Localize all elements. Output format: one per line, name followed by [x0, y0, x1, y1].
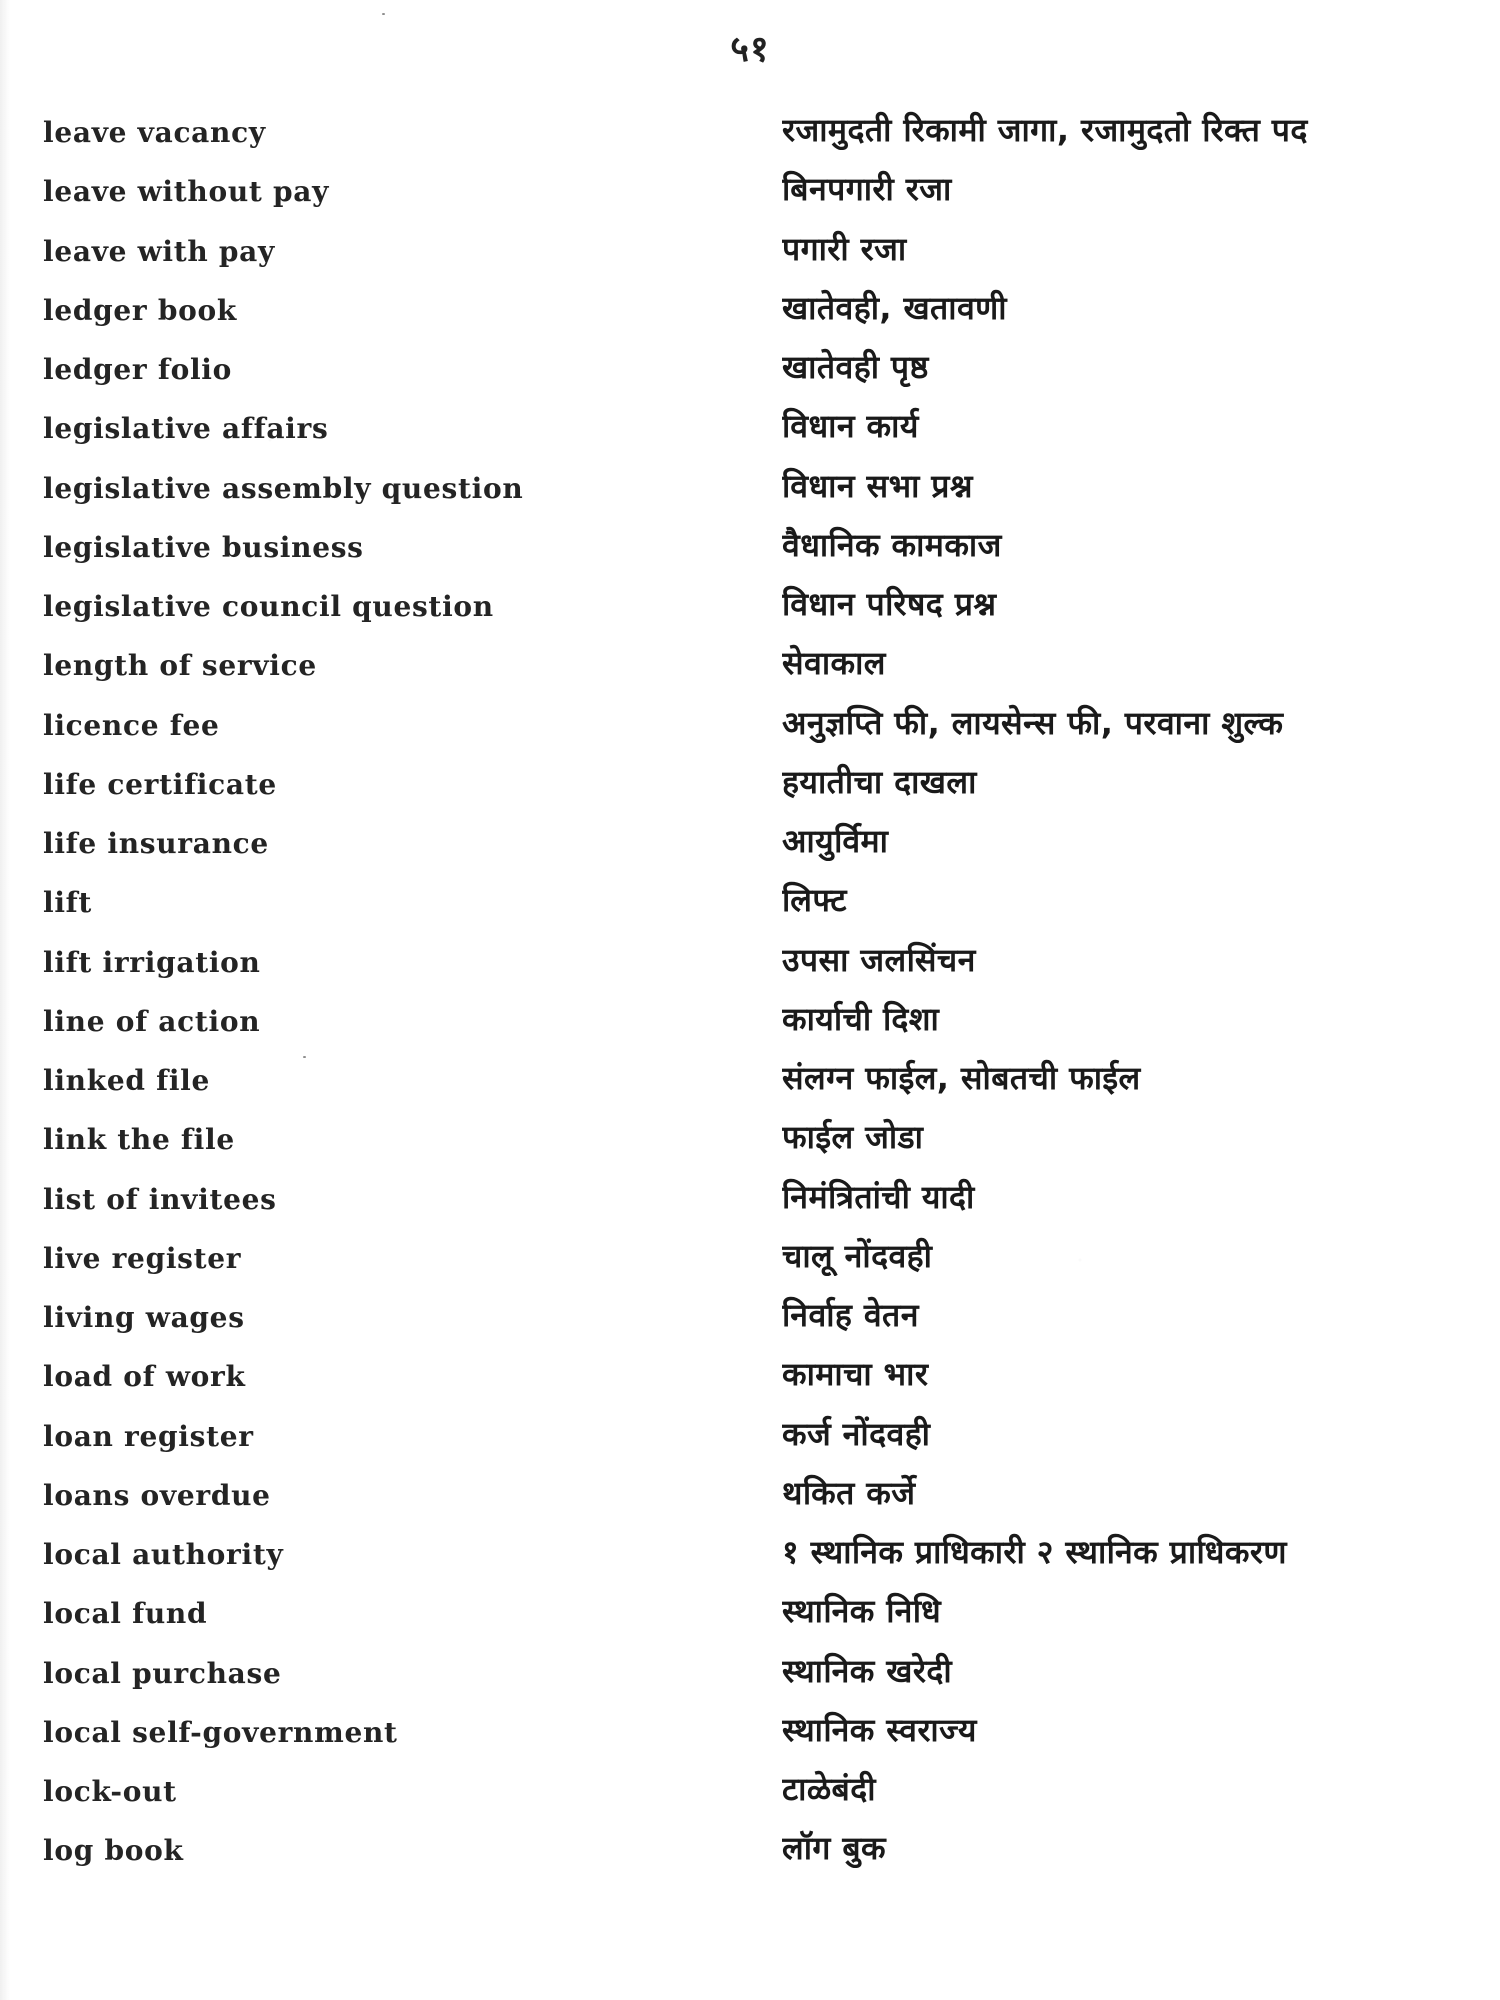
- glossary-entry: [0, 940, 1500, 999]
- english-term: lift: [43, 886, 93, 920]
- glossary-entry: [0, 1354, 1500, 1413]
- glossary-entry: [0, 1236, 1500, 1295]
- glossary-entry: [0, 347, 1500, 406]
- glossary-entry: [0, 999, 1500, 1058]
- english-term: legislative affairs: [43, 412, 329, 446]
- english-term: linked file: [43, 1064, 211, 1097]
- glossary-entry: [0, 643, 1500, 702]
- marathi-meaning: लॉग बुक: [782, 1829, 886, 1868]
- glossary-entry: [0, 1532, 1500, 1591]
- english-term: life insurance: [43, 827, 269, 860]
- marathi-meaning: हयातीचा दाखला: [782, 762, 977, 801]
- glossary-entry: [0, 1828, 1500, 1887]
- english-term: ledger book: [43, 293, 237, 327]
- marathi-meaning: बिनपगारी रजा: [782, 170, 952, 209]
- marathi-meaning: सेवाकाल: [782, 644, 886, 683]
- english-term: legislative council question: [43, 590, 494, 623]
- marathi-meaning: थकित कर्जे: [782, 1473, 916, 1512]
- marathi-meaning: लिफ्ट: [782, 881, 847, 920]
- marathi-meaning: संलग्न फाईल, सोबतची फाईल: [782, 1059, 1141, 1097]
- glossary-entry: [0, 288, 1500, 347]
- marathi-meaning: विधान सभा प्रश्न: [782, 466, 973, 505]
- marathi-meaning: कार्याची दिशा: [782, 999, 940, 1038]
- glossary-entry: [0, 406, 1500, 465]
- glossary-entry: [0, 1058, 1500, 1117]
- marathi-meaning: रजामुदती रिकामी जागा, रजामुदतो रिक्त पद: [782, 111, 1308, 149]
- english-term: link the file: [43, 1123, 235, 1157]
- marathi-meaning: चालू नोंदवही: [782, 1236, 933, 1275]
- glossary-entry: [0, 1473, 1500, 1532]
- glossary-entry: [0, 1591, 1500, 1650]
- marathi-meaning: वैधानिक कामकाज: [782, 525, 1002, 564]
- marathi-meaning: कर्ज नोंदवही: [782, 1414, 931, 1453]
- english-term: local authority: [43, 1538, 284, 1571]
- glossary-entry: [0, 1710, 1500, 1769]
- english-term: loan register: [43, 1419, 254, 1453]
- glossary-entry: [0, 1177, 1500, 1236]
- marathi-meaning: विधान परिषद प्रश्न: [782, 585, 997, 623]
- english-term: line of action: [43, 1004, 261, 1038]
- glossary-entry: [0, 1651, 1500, 1710]
- english-term: living wages: [43, 1301, 245, 1334]
- glossary-entries: [0, 110, 1500, 1910]
- marathi-meaning: टाळेबंदी: [782, 1770, 876, 1808]
- english-term: lift irrigation: [43, 945, 261, 979]
- marathi-meaning: पगारी रजा: [782, 229, 907, 268]
- glossary-entry: [0, 1295, 1500, 1354]
- marathi-meaning: स्थानिक स्वराज्य: [782, 1710, 977, 1749]
- english-term: log book: [43, 1834, 184, 1868]
- english-term: licence fee: [43, 708, 220, 742]
- english-term: loans overdue: [43, 1478, 271, 1512]
- scan-speck: [303, 1056, 306, 1058]
- marathi-meaning: खातेवही, खतावणी: [782, 288, 1007, 327]
- english-term: length of service: [43, 649, 317, 683]
- marathi-meaning: विधान कार्य: [782, 407, 919, 446]
- glossary-entry: [0, 880, 1500, 939]
- glossary-entry: [0, 525, 1500, 584]
- english-term: live register: [43, 1241, 242, 1275]
- marathi-meaning: उपसा जलसिंचन: [782, 940, 976, 979]
- english-term: legislative assembly question: [43, 471, 524, 505]
- marathi-meaning: फाईल जोडा: [782, 1118, 924, 1157]
- glossary-entry: [0, 466, 1500, 525]
- english-term: local purchase: [43, 1656, 282, 1690]
- english-term: load of work: [43, 1360, 246, 1394]
- english-term: leave vacancy: [43, 116, 266, 149]
- glossary-entry: [0, 1769, 1500, 1828]
- glossary-entry: [0, 229, 1500, 288]
- marathi-meaning: स्थानिक निधि: [782, 1592, 942, 1631]
- marathi-meaning: अनुज्ञप्ति फी, लायसेन्स फी, परवाना शुल्क: [782, 703, 1284, 742]
- marathi-meaning: निर्वाह वेतन: [782, 1296, 919, 1334]
- english-term: life certificate: [43, 767, 277, 801]
- glossary-entry: [0, 1117, 1500, 1176]
- marathi-meaning: निमंत्रितांची यादी: [782, 1177, 975, 1216]
- marathi-meaning: १ स्थानिक प्राधिकारी २ स्थानिक प्राधिकरण: [782, 1533, 1287, 1571]
- glossary-entry: [0, 584, 1500, 643]
- glossary-entry: [0, 762, 1500, 821]
- marathi-meaning: स्थानिक खरेदी: [782, 1651, 953, 1690]
- english-term: lock-out: [43, 1775, 177, 1808]
- page-number: ५१: [730, 29, 770, 70]
- marathi-meaning: खातेवही पृष्ठ: [782, 348, 929, 386]
- glossary-entry: [0, 703, 1500, 762]
- english-term: ledger folio: [43, 353, 232, 386]
- english-term: local self-government: [43, 1715, 398, 1749]
- english-term: leave with pay: [43, 234, 275, 268]
- english-term: leave without pay: [43, 175, 330, 209]
- scan-speck: [382, 13, 385, 15]
- glossary-entry: [0, 110, 1500, 169]
- glossary-entry: [0, 1414, 1500, 1473]
- english-term: list of invitees: [43, 1182, 277, 1216]
- english-term: legislative business: [43, 530, 364, 564]
- glossary-entry: [0, 821, 1500, 880]
- glossary-entry: [0, 169, 1500, 228]
- marathi-meaning: आयुर्विमा: [782, 822, 889, 860]
- marathi-meaning: कामाचा भार: [782, 1355, 929, 1394]
- english-term: local fund: [43, 1597, 208, 1631]
